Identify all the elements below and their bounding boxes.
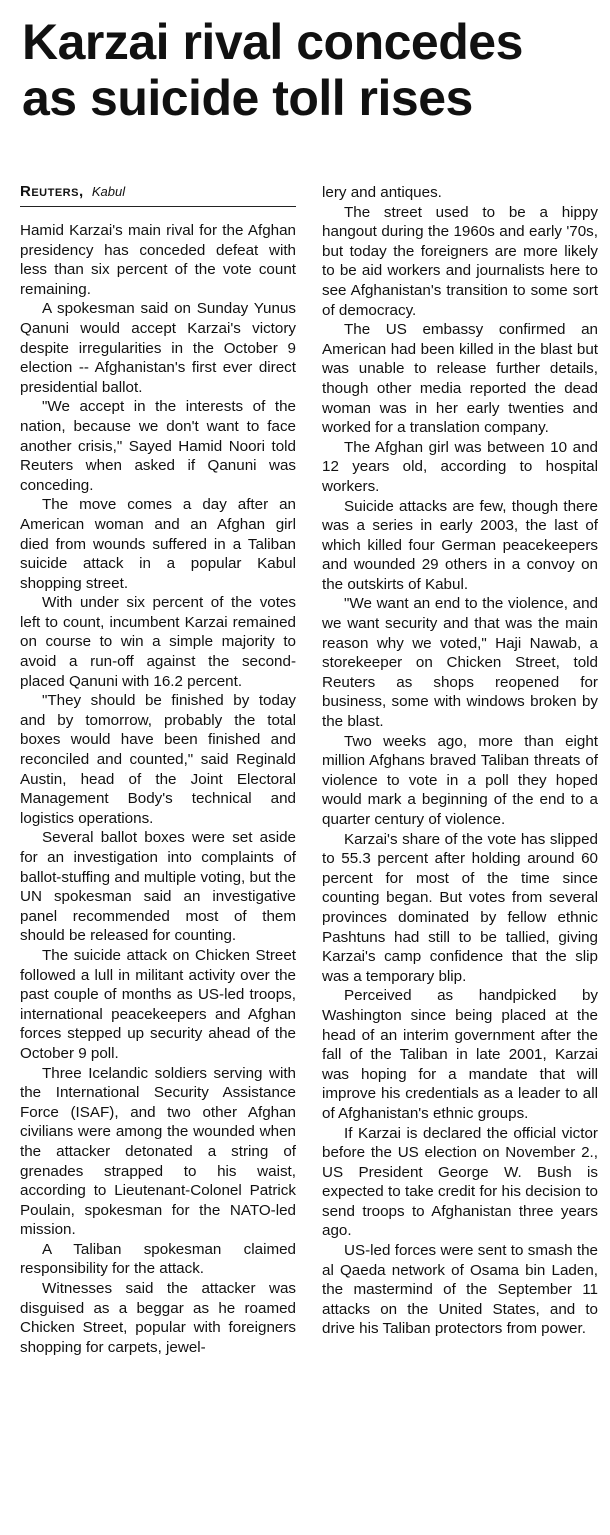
paragraph: Hamid Karzai's main rival for the Afghan presidency has conceded defeat with less than six percent of the vote count remaining. — [20, 222, 296, 298]
paragraph: With under six percent of the votes left to count, incumbent Karzai remained on course to win a simple majority to avoid a run-off against the second-placed Qanuni with 16.2 percent. — [20, 594, 296, 690]
paragraph: The move comes a day after an American woman and an Afghan girl died from wounds suffered in a Taliban suicide attack in a popular Kabul shopping street. — [20, 496, 296, 592]
paragraph: A spokesman said on Sunday Yunus Qanuni would accept Karzai's victory despite irregularities in the October 9 election -- Afghanistan's first ever direct presidential ballot. — [20, 300, 296, 396]
paragraph: Perceived as handpicked by Washington since being placed at the head of an interim government after the fall of the Taliban in late 2001, Karzai was hoping for a mandate that will improve his credentials as a leader to all of Afghanistan's ethnic groups. — [322, 987, 598, 1122]
byline-agency: Reuters, — [20, 183, 84, 200]
paragraph: "They should be finished by today and by tomorrow, probably the total boxes would have been finished and reconciled and counted," said Reginald Austin, head of the Joint Electoral Management Body's technical and logistics operations. — [20, 692, 296, 827]
headline-line-1: Karzai rival concedes — [22, 14, 523, 70]
paragraph: The street used to be a hippy hangout during the 1960s and early '70s, but today the foreigners are more likely to be aid workers and journalists here to see Afghanistan's transition to some sort of democracy. — [322, 203, 598, 319]
paragraph: Several ballot boxes were set aside for an investigation into complaints of ballot-stuffing and multiple voting, but the UN spokesman said an investigative panel recommended most of them should be released for counting. — [20, 829, 296, 945]
paragraph-continued: lery and antiques. — [322, 184, 442, 201]
paragraph: "We accept in the interests of the nation, because we don't want to face another crisis," Sayed Hamid Noori told Reuters when asked if Qanuni was conceding. — [20, 398, 296, 494]
paragraph: Witnesses said the attacker was disguised as a beggar as he roamed Chicken Street, popular with foreigners shopping for carpets, jewel- — [20, 1280, 296, 1356]
article-column-left — [20, 183, 296, 1357]
paragraph: A Taliban spokesman claimed responsibility for the attack. — [20, 1240, 296, 1278]
paragraph: The US embassy confirmed an American had been killed in the blast but was unable to release further details, though other media reported the dead woman was in her early twenties and worked for a translation company. — [322, 321, 598, 437]
headline — [22, 14, 602, 126]
headline-line-2: as suicide toll rises — [22, 70, 473, 126]
paragraph: Three Icelandic soldiers serving with the International Security Assistance Force (ISAF), and two other Afghan civilians were among the wounded when the attacker detonated a string of grenades strapped to his waist, according to Lieutenant-Colonel Patrick Poulain, spokesman for the NATO-led mission. — [20, 1064, 296, 1239]
paragraph: If Karzai is declared the official victor before the US election on November 2., US President George W. Bush is expected to take credit for his decision to send troops to Afghanistan three years ago. — [322, 1124, 598, 1240]
paragraph: US-led forces were sent to smash the al Qaeda network of Osama bin Laden, the mastermind of the September 11 attacks on the United States, and to drive his Taliban protectors from power. — [322, 1242, 598, 1338]
paragraph: "We want an end to the violence, and we want security and that was the main reason why we voted," Haji Nawab, a storekeeper on Chicken Street, told Reuters as shops reopened for business, some with windows broken by the blast. — [322, 595, 598, 731]
byline — [20, 183, 296, 207]
paragraph: Karzai's share of the vote has slipped to 55.3 percent after holding around 60 percent for most of the time since counting began. But votes from several provinces dominated by fellow ethnic Pashtuns had still to be tallied, giving Karzai's camp confidence that the slip was a temporary blip. — [322, 830, 598, 985]
paragraph: Suicide attacks are few, though there was a series in early 2003, the last of which killed four German peacekeepers and wounded 29 others in a convoy on the outskirts of Kabul. — [322, 497, 598, 593]
paragraph: The Afghan girl was between 10 and 12 years old, according to hospital workers. — [322, 438, 598, 495]
byline-city: Kabul — [91, 184, 126, 199]
paragraph: Two weeks ago, more than eight million Afghans braved Taliban threats of violence to vote in a poll they hoped would mark a beginning of the end to a quarter century of violence. — [322, 732, 598, 828]
article-column-right — [322, 183, 598, 1339]
paragraph: The suicide attack on Chicken Street followed a lull in militant activity over the past couple of months as US-led troops, international peacekeepers and Afghan forces stepped up security ahead of the October 9 poll. — [20, 946, 296, 1062]
